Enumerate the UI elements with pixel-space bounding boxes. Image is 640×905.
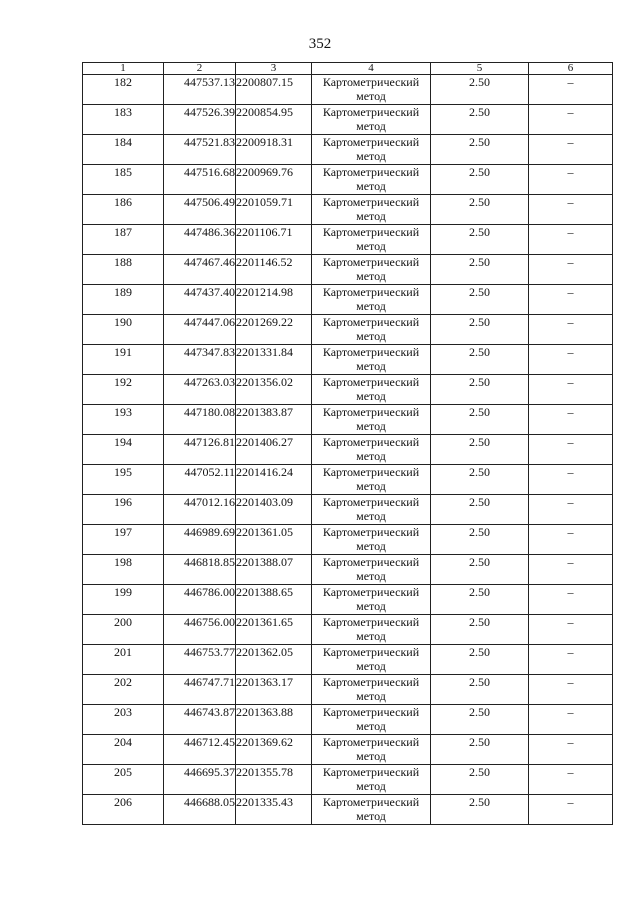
y-coordinate-cell: 2201361.65 — [236, 615, 312, 645]
note-cell: – — [529, 615, 613, 645]
table-row — [83, 765, 613, 795]
accuracy-cell: 2.50 — [431, 195, 529, 225]
point-number-cell: 193 — [83, 405, 164, 435]
point-number-cell: 205 — [83, 765, 164, 795]
point-number-cell: 202 — [83, 675, 164, 705]
note-cell: – — [529, 315, 613, 345]
method-line-2: метод — [356, 599, 386, 613]
note-cell: – — [529, 75, 613, 105]
x-coordinate-cell: 447516.68 — [164, 165, 236, 195]
x-coordinate-cell: 446753.77 — [164, 645, 236, 675]
method-cell — [312, 195, 431, 225]
method-cell — [312, 735, 431, 765]
point-number-cell: 188 — [83, 255, 164, 285]
method-line-2: метод — [356, 299, 386, 313]
accuracy-cell: 2.50 — [431, 315, 529, 345]
x-coordinate-cell: 447347.83 — [164, 345, 236, 375]
method-line-2: метод — [356, 749, 386, 763]
method-line-1: Картометрический — [322, 795, 420, 809]
method-line-2: метод — [356, 779, 386, 793]
x-coordinate-cell: 447506.49 — [164, 195, 236, 225]
method-cell — [312, 255, 431, 285]
y-coordinate-cell: 2200807.15 — [236, 75, 312, 105]
x-coordinate-cell: 446818.85 — [164, 555, 236, 585]
x-coordinate-cell: 447052.11 — [164, 465, 236, 495]
y-coordinate-cell: 2201146.52 — [236, 255, 312, 285]
point-number-cell: 183 — [83, 105, 164, 135]
note-cell: – — [529, 795, 613, 825]
method-line-1: Картометрический — [322, 75, 420, 89]
note-cell: – — [529, 495, 613, 525]
note-cell: – — [529, 645, 613, 675]
accuracy-cell: 2.50 — [431, 225, 529, 255]
method-line-2: метод — [356, 149, 386, 163]
x-coordinate-cell: 447263.03 — [164, 375, 236, 405]
column-header: 5 — [431, 63, 529, 75]
y-coordinate-cell: 2201214.98 — [236, 285, 312, 315]
table-row — [83, 705, 613, 735]
method-line-1: Картометрический — [322, 465, 420, 479]
method-line-2: метод — [356, 689, 386, 703]
x-coordinate-cell: 447537.13 — [164, 75, 236, 105]
note-cell: – — [529, 555, 613, 585]
method-cell — [312, 465, 431, 495]
table-row — [83, 375, 613, 405]
column-header: 3 — [236, 63, 312, 75]
table-row — [83, 495, 613, 525]
y-coordinate-cell: 2201059.71 — [236, 195, 312, 225]
y-coordinate-cell: 2201106.71 — [236, 225, 312, 255]
table-row — [83, 405, 613, 435]
note-cell: – — [529, 255, 613, 285]
accuracy-cell: 2.50 — [431, 105, 529, 135]
point-number-cell: 194 — [83, 435, 164, 465]
table-row — [83, 345, 613, 375]
method-line-2: метод — [356, 239, 386, 253]
method-line-1: Картометрический — [322, 735, 420, 749]
method-line-2: метод — [356, 569, 386, 583]
point-number-cell: 200 — [83, 615, 164, 645]
table-header-row — [83, 63, 613, 75]
table-row — [83, 255, 613, 285]
method-line-2: метод — [356, 539, 386, 553]
table-row — [83, 165, 613, 195]
point-number-cell: 189 — [83, 285, 164, 315]
method-cell — [312, 105, 431, 135]
table-row — [83, 465, 613, 495]
method-cell — [312, 555, 431, 585]
method-line-2: метод — [356, 389, 386, 403]
accuracy-cell: 2.50 — [431, 375, 529, 405]
note-cell: – — [529, 435, 613, 465]
y-coordinate-cell: 2200854.95 — [236, 105, 312, 135]
y-coordinate-cell: 2201369.62 — [236, 735, 312, 765]
method-cell — [312, 585, 431, 615]
note-cell: – — [529, 165, 613, 195]
x-coordinate-cell: 447521.83 — [164, 135, 236, 165]
method-line-1: Картометрический — [322, 765, 420, 779]
accuracy-cell: 2.50 — [431, 555, 529, 585]
y-coordinate-cell: 2201335.43 — [236, 795, 312, 825]
x-coordinate-cell: 446756.00 — [164, 615, 236, 645]
point-number-cell: 184 — [83, 135, 164, 165]
point-number-cell: 186 — [83, 195, 164, 225]
table-row — [83, 735, 613, 765]
method-cell — [312, 135, 431, 165]
point-number-cell: 199 — [83, 585, 164, 615]
method-cell — [312, 765, 431, 795]
x-coordinate-cell: 446712.45 — [164, 735, 236, 765]
column-header: 1 — [83, 63, 164, 75]
accuracy-cell: 2.50 — [431, 165, 529, 195]
x-coordinate-cell: 447012.16 — [164, 495, 236, 525]
note-cell: – — [529, 405, 613, 435]
accuracy-cell: 2.50 — [431, 585, 529, 615]
method-cell — [312, 645, 431, 675]
method-line-1: Картометрический — [322, 675, 420, 689]
method-line-2: метод — [356, 179, 386, 193]
column-header: 6 — [529, 63, 613, 75]
table-row — [83, 225, 613, 255]
method-cell — [312, 615, 431, 645]
accuracy-cell: 2.50 — [431, 675, 529, 705]
method-line-2: метод — [356, 119, 386, 133]
x-coordinate-cell: 446743.87 — [164, 705, 236, 735]
note-cell: – — [529, 195, 613, 225]
table-row — [83, 585, 613, 615]
method-cell — [312, 405, 431, 435]
accuracy-cell: 2.50 — [431, 405, 529, 435]
accuracy-cell: 2.50 — [431, 285, 529, 315]
accuracy-cell: 2.50 — [431, 765, 529, 795]
method-line-1: Картометрический — [322, 615, 420, 629]
method-line-1: Картометрический — [322, 345, 420, 359]
coordinates-table — [82, 62, 613, 825]
point-number-cell: 187 — [83, 225, 164, 255]
y-coordinate-cell: 2201361.05 — [236, 525, 312, 555]
x-coordinate-cell: 446786.00 — [164, 585, 236, 615]
accuracy-cell: 2.50 — [431, 435, 529, 465]
method-cell — [312, 75, 431, 105]
table-row — [83, 285, 613, 315]
note-cell: – — [529, 345, 613, 375]
method-cell — [312, 225, 431, 255]
y-coordinate-cell: 2201416.24 — [236, 465, 312, 495]
y-coordinate-cell: 2201388.07 — [236, 555, 312, 585]
note-cell: – — [529, 225, 613, 255]
method-line-2: метод — [356, 479, 386, 493]
y-coordinate-cell: 2201388.65 — [236, 585, 312, 615]
method-line-1: Картометрический — [322, 255, 420, 269]
table-row — [83, 75, 613, 105]
x-coordinate-cell: 447447.06 — [164, 315, 236, 345]
table-row — [83, 315, 613, 345]
note-cell: – — [529, 375, 613, 405]
y-coordinate-cell: 2201269.22 — [236, 315, 312, 345]
y-coordinate-cell: 2201383.87 — [236, 405, 312, 435]
accuracy-cell: 2.50 — [431, 705, 529, 735]
table-row — [83, 525, 613, 555]
method-line-2: метод — [356, 509, 386, 523]
accuracy-cell: 2.50 — [431, 615, 529, 645]
method-cell — [312, 675, 431, 705]
point-number-cell: 190 — [83, 315, 164, 345]
column-header: 4 — [312, 63, 431, 75]
x-coordinate-cell: 447526.39 — [164, 105, 236, 135]
accuracy-cell: 2.50 — [431, 135, 529, 165]
accuracy-cell: 2.50 — [431, 735, 529, 765]
accuracy-cell: 2.50 — [431, 645, 529, 675]
method-cell — [312, 285, 431, 315]
method-cell — [312, 705, 431, 735]
method-line-1: Картометрический — [322, 315, 420, 329]
method-line-2: метод — [356, 449, 386, 463]
method-line-1: Картометрический — [322, 105, 420, 119]
point-number-cell: 195 — [83, 465, 164, 495]
x-coordinate-cell: 447180.08 — [164, 405, 236, 435]
method-line-1: Картометрический — [322, 135, 420, 149]
y-coordinate-cell: 2201363.88 — [236, 705, 312, 735]
accuracy-cell: 2.50 — [431, 465, 529, 495]
y-coordinate-cell: 2201331.84 — [236, 345, 312, 375]
method-line-1: Картометрический — [322, 195, 420, 209]
method-cell — [312, 525, 431, 555]
method-cell — [312, 375, 431, 405]
method-line-1: Картометрический — [322, 375, 420, 389]
x-coordinate-cell: 447126.81 — [164, 435, 236, 465]
y-coordinate-cell: 2201406.27 — [236, 435, 312, 465]
note-cell: – — [529, 525, 613, 555]
table-row — [83, 135, 613, 165]
point-number-cell: 191 — [83, 345, 164, 375]
y-coordinate-cell: 2200969.76 — [236, 165, 312, 195]
note-cell: – — [529, 585, 613, 615]
point-number-cell: 198 — [83, 555, 164, 585]
accuracy-cell: 2.50 — [431, 75, 529, 105]
method-line-1: Картометрический — [322, 645, 420, 659]
y-coordinate-cell: 2201362.05 — [236, 645, 312, 675]
method-line-2: метод — [356, 659, 386, 673]
table-row — [83, 675, 613, 705]
method-line-1: Картометрический — [322, 585, 420, 599]
accuracy-cell: 2.50 — [431, 495, 529, 525]
note-cell: – — [529, 675, 613, 705]
method-line-2: метод — [356, 329, 386, 343]
x-coordinate-cell: 446989.69 — [164, 525, 236, 555]
method-line-1: Картометрический — [322, 165, 420, 179]
y-coordinate-cell: 2201356.02 — [236, 375, 312, 405]
method-line-1: Картометрический — [322, 555, 420, 569]
method-line-2: метод — [356, 89, 386, 103]
x-coordinate-cell: 446747.71 — [164, 675, 236, 705]
table-row — [83, 615, 613, 645]
method-line-1: Картометрический — [322, 495, 420, 509]
method-line-1: Картометрический — [322, 705, 420, 719]
method-line-2: метод — [356, 269, 386, 283]
method-cell — [312, 165, 431, 195]
x-coordinate-cell: 447437.40 — [164, 285, 236, 315]
accuracy-cell: 2.50 — [431, 345, 529, 375]
method-line-1: Картометрический — [322, 285, 420, 299]
method-cell — [312, 315, 431, 345]
point-number-cell: 185 — [83, 165, 164, 195]
point-number-cell: 192 — [83, 375, 164, 405]
table-row — [83, 645, 613, 675]
y-coordinate-cell: 2200918.31 — [236, 135, 312, 165]
method-line-1: Картометрический — [322, 435, 420, 449]
table-row — [83, 795, 613, 825]
method-cell — [312, 435, 431, 465]
page-number: 352 — [308, 36, 332, 52]
accuracy-cell: 2.50 — [431, 795, 529, 825]
method-line-2: метод — [356, 809, 386, 823]
note-cell: – — [529, 465, 613, 495]
method-line-2: метод — [356, 419, 386, 433]
point-number-cell: 203 — [83, 705, 164, 735]
note-cell: – — [529, 735, 613, 765]
accuracy-cell: 2.50 — [431, 255, 529, 285]
method-line-2: метод — [356, 209, 386, 223]
table-row — [83, 105, 613, 135]
column-header: 2 — [164, 63, 236, 75]
x-coordinate-cell: 447467.46 — [164, 255, 236, 285]
note-cell: – — [529, 105, 613, 135]
method-line-2: метод — [356, 719, 386, 733]
point-number-cell: 196 — [83, 495, 164, 525]
note-cell: – — [529, 285, 613, 315]
method-cell — [312, 795, 431, 825]
method-line-2: метод — [356, 629, 386, 643]
point-number-cell: 182 — [83, 75, 164, 105]
x-coordinate-cell: 446688.05 — [164, 795, 236, 825]
method-line-1: Картометрический — [322, 225, 420, 239]
table-row — [83, 195, 613, 225]
x-coordinate-cell: 446695.37 — [164, 765, 236, 795]
method-line-1: Картометрический — [322, 405, 420, 419]
point-number-cell: 206 — [83, 795, 164, 825]
note-cell: – — [529, 765, 613, 795]
method-cell — [312, 345, 431, 375]
table-row — [83, 435, 613, 465]
table-row — [83, 555, 613, 585]
method-line-2: метод — [356, 359, 386, 373]
y-coordinate-cell: 2201355.78 — [236, 765, 312, 795]
y-coordinate-cell: 2201363.17 — [236, 675, 312, 705]
point-number-cell: 201 — [83, 645, 164, 675]
accuracy-cell: 2.50 — [431, 525, 529, 555]
point-number-cell: 204 — [83, 735, 164, 765]
method-cell — [312, 495, 431, 525]
y-coordinate-cell: 2201403.09 — [236, 495, 312, 525]
note-cell: – — [529, 135, 613, 165]
method-line-1: Картометрический — [322, 525, 420, 539]
note-cell: – — [529, 705, 613, 735]
point-number-cell: 197 — [83, 525, 164, 555]
x-coordinate-cell: 447486.36 — [164, 225, 236, 255]
